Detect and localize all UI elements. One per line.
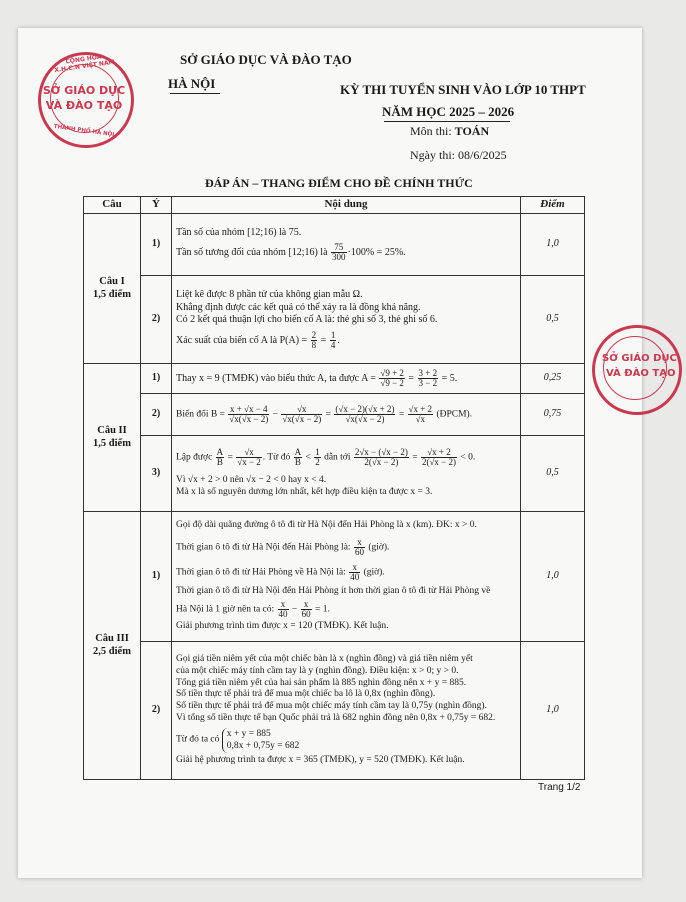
content-cell: Liệt kê được 8 phần tử của không gian mẫu Ω. Khẳng định được các kết quả có thể xảy ra là đồng khả năng. Có 2 kết quả thuận lợi cho biến cố A là: thẻ ghi số 3, thẻ ghi số 6. Xác suất của biến cố A là P(A) = $\frac{2}{8}$ = $\frac{1}{4}$ . [172, 275, 521, 363]
answer-table [83, 196, 585, 780]
content-cell: Lập được $\frac{A}{B}$ = $\frac{√x}{√x - 2}$ . Từ đó $\frac{A}{B}$ < $\frac{1}{2}$ dẫn tới $\frac{2√x - (√x - 2)}{2(√x - 2)}$ = $\frac{√x + 2}{2(√x - 2)}$ < 0. Vì √x + 2 > 0 nên √x − 2 < 0 hay x < 4. Mà x là số nguyên dương lớn nhất, kết hợp điều kiện ta được x = 3. [172, 435, 521, 511]
score-cell: 0,5 [521, 435, 585, 511]
document-title: ĐÁP ÁN – THANG ĐIỂM CHO ĐỀ CHÍNH THỨC [205, 176, 473, 190]
fraction: $\frac{A}{B}$ [294, 446, 302, 467]
score-cell: 0,5 [521, 275, 585, 363]
table-row [84, 511, 585, 641]
subject-label: Môn thi: [410, 124, 452, 138]
fraction: $\frac{x}{60}$ [301, 598, 311, 619]
fraction: $\frac{75}{300}$ [332, 242, 346, 262]
score-cell: 1,0 [521, 213, 585, 275]
table-header-row [84, 197, 585, 214]
question-cell: Câu III 2,5 điểm [84, 511, 141, 779]
score-cell: 1,0 [521, 641, 585, 779]
table-row [84, 275, 585, 363]
fraction: $\frac{√x}{√x - 2}$ [237, 446, 261, 467]
table-row [84, 213, 585, 275]
table-row [84, 363, 585, 393]
date-label: Ngày thi: [410, 148, 455, 162]
fraction: $\frac{√x}{√x(√x - 2)}$ [282, 403, 322, 424]
fraction: $\frac{1}{4}$ [330, 329, 336, 350]
header-underline-left [170, 93, 220, 94]
item-number: 1) [141, 213, 172, 275]
fraction: $\frac{x}{40}$ [350, 561, 360, 582]
fraction: $\frac{1}{2}$ [315, 446, 320, 467]
item-number: 1) [141, 363, 172, 393]
fraction: $\frac{2√x - (√x - 2)}{2(√x - 2)}$ [354, 446, 408, 467]
fraction: $\frac{x}{40}$ [278, 598, 288, 619]
school-year: NĂM HỌC 2025 – 2026 [382, 104, 515, 119]
content-cell: Thay x = 9 (TMĐK) vào biểu thức A, ta được A = $\frac{√9 + 2}{√9 - 2}$ = $\frac{3 + 2}{3 - 2}$ = 5. [172, 363, 521, 393]
fraction: $\frac{√9 + 2}{√9 - 2}$ [380, 367, 404, 388]
table-row [84, 641, 585, 779]
fraction: $\frac{2}{8}$ [311, 329, 317, 350]
question-cell: Câu I 1,5 điểm [84, 213, 141, 363]
item-number: 2) [141, 393, 172, 435]
content-cell: Gọi độ dài quãng đường ô tô đi từ Hà Nội đến Hải Phòng là x (km). ĐK: x > 0. Thời gian ô tô đi từ Hà Nội đến Hải Phòng là: $\frac{x}{60}$ (giờ). Thời gian ô tô đi từ Hải Phòng về Hà Nội là: $\frac{x}{40}$ (giờ). Thời gian ô tô đi từ Hà Nội đến Hải Phòng ít hơn thời gian ô tô đi từ Hải Phòng về Hà Nội là 1 giờ nên ta có: $\frac{x}{40}$ − $\frac{x}{60}$ = 1. Giải phương trình tìm được x = 120 (TMĐK). Kết luận. [172, 511, 521, 641]
edge-seal: SỞ GIÁO DỤC VÀ ĐÀO TẠO [592, 325, 672, 421]
fraction: $\frac{√x + 2}{2(√x - 2)}$ [421, 446, 456, 467]
score-cell: 1,0 [521, 511, 585, 641]
header-diem: Điểm [521, 197, 585, 214]
table-row [84, 393, 585, 435]
header-underline-right [384, 121, 510, 122]
item-number: 2) [141, 641, 172, 779]
question-cell: Câu II 1,5 điểm [84, 363, 141, 511]
content-cell: Tần số của nhóm [12;16) là 75. Tần số tương đối của nhóm [12;16) là $\frac{75}{300}$ ·100% = 25%. [172, 213, 521, 275]
exam-title: KỲ THI TUYỂN SINH VÀO LỚP 10 THPT [340, 82, 586, 97]
header-cau: Câu [84, 197, 141, 214]
page-number: Trang 1/2 [538, 782, 581, 793]
subject-value: TOÁN [454, 124, 490, 138]
department-name: SỞ GIÁO DỤC VÀ ĐÀO TẠO [180, 52, 352, 67]
content-cell: Biến đổi B = $\frac{x + √x - 4}{√x(√x - 2)}$ − $\frac{√x}{√x(√x - 2)}$ = $\frac{(√x - 2)(√x + 2)}{√x(√x - 2)}$ = $\frac{√x + 2}{√x}$ (ĐPCM). [172, 393, 521, 435]
fraction: $\frac{(√x - 2)(√x + 2)}{√x(√x - 2)}$ [335, 403, 395, 424]
fraction: $\frac{3 + 2}{3 - 2}$ [418, 367, 438, 388]
equation-system: x + y = 885 0,8x + 0,75y = 682 [222, 728, 299, 753]
fraction: $\frac{x}{60}$ [354, 536, 364, 557]
item-number: 1) [141, 511, 172, 641]
item-number: 2) [141, 275, 172, 363]
city-name: HÀ NỘI [168, 76, 216, 91]
score-cell: 0,75 [521, 393, 585, 435]
score-cell: 0,25 [521, 363, 585, 393]
header-y: Ý [141, 197, 172, 214]
official-seal: CỘNG HÒA X.H.C.N VIỆT NAM SỞ GIÁO DỤC VÀ ĐÀO TẠO THÀNH PHỐ HÀ NỘI [38, 52, 134, 148]
fraction: $\frac{A}{B}$ [216, 446, 224, 467]
table-row [84, 435, 585, 511]
item-number: 3) [141, 435, 172, 511]
header-noi-dung: Nội dung [172, 197, 521, 214]
fraction: $\frac{√x + 2}{√x}$ [408, 403, 433, 424]
date-row [410, 148, 507, 163]
content-cell: Gọi giá tiền niêm yết của một chiếc bàn là x (nghìn đồng) và giá tiền niêm yết của một chiếc máy tính cầm tay là y (nghìn đồng). Điều kiện: x > 0; y > 0. Tổng giá tiền niêm yết của hai sản phẩm là 885 nghìn đồng nên x + y = 885. Số tiền thực tế phải trả để mua một chiếc ba lô là 0,8x (nghìn đồng). Số tiền thực tế phải trả để mua một chiếc máy tính cầm tay là 0,75y (nghìn đồng). Vì tổng số tiền thực tế bạn Quốc phải trả là 682 nghìn đồng nên 0,8x + 0,75y = 682. Từ đó ta có x + y = 885 0,8x + 0,75y = 682 Giải hệ phương trình ta được x = 365 (TMĐK), y = 520 (TMĐK). Kết luận. [172, 641, 521, 779]
subject-row [410, 124, 489, 139]
date-value: 08/6/2025 [458, 148, 507, 162]
fraction: $\frac{x + √x - 4}{√x(√x - 2)}$ [229, 403, 269, 424]
